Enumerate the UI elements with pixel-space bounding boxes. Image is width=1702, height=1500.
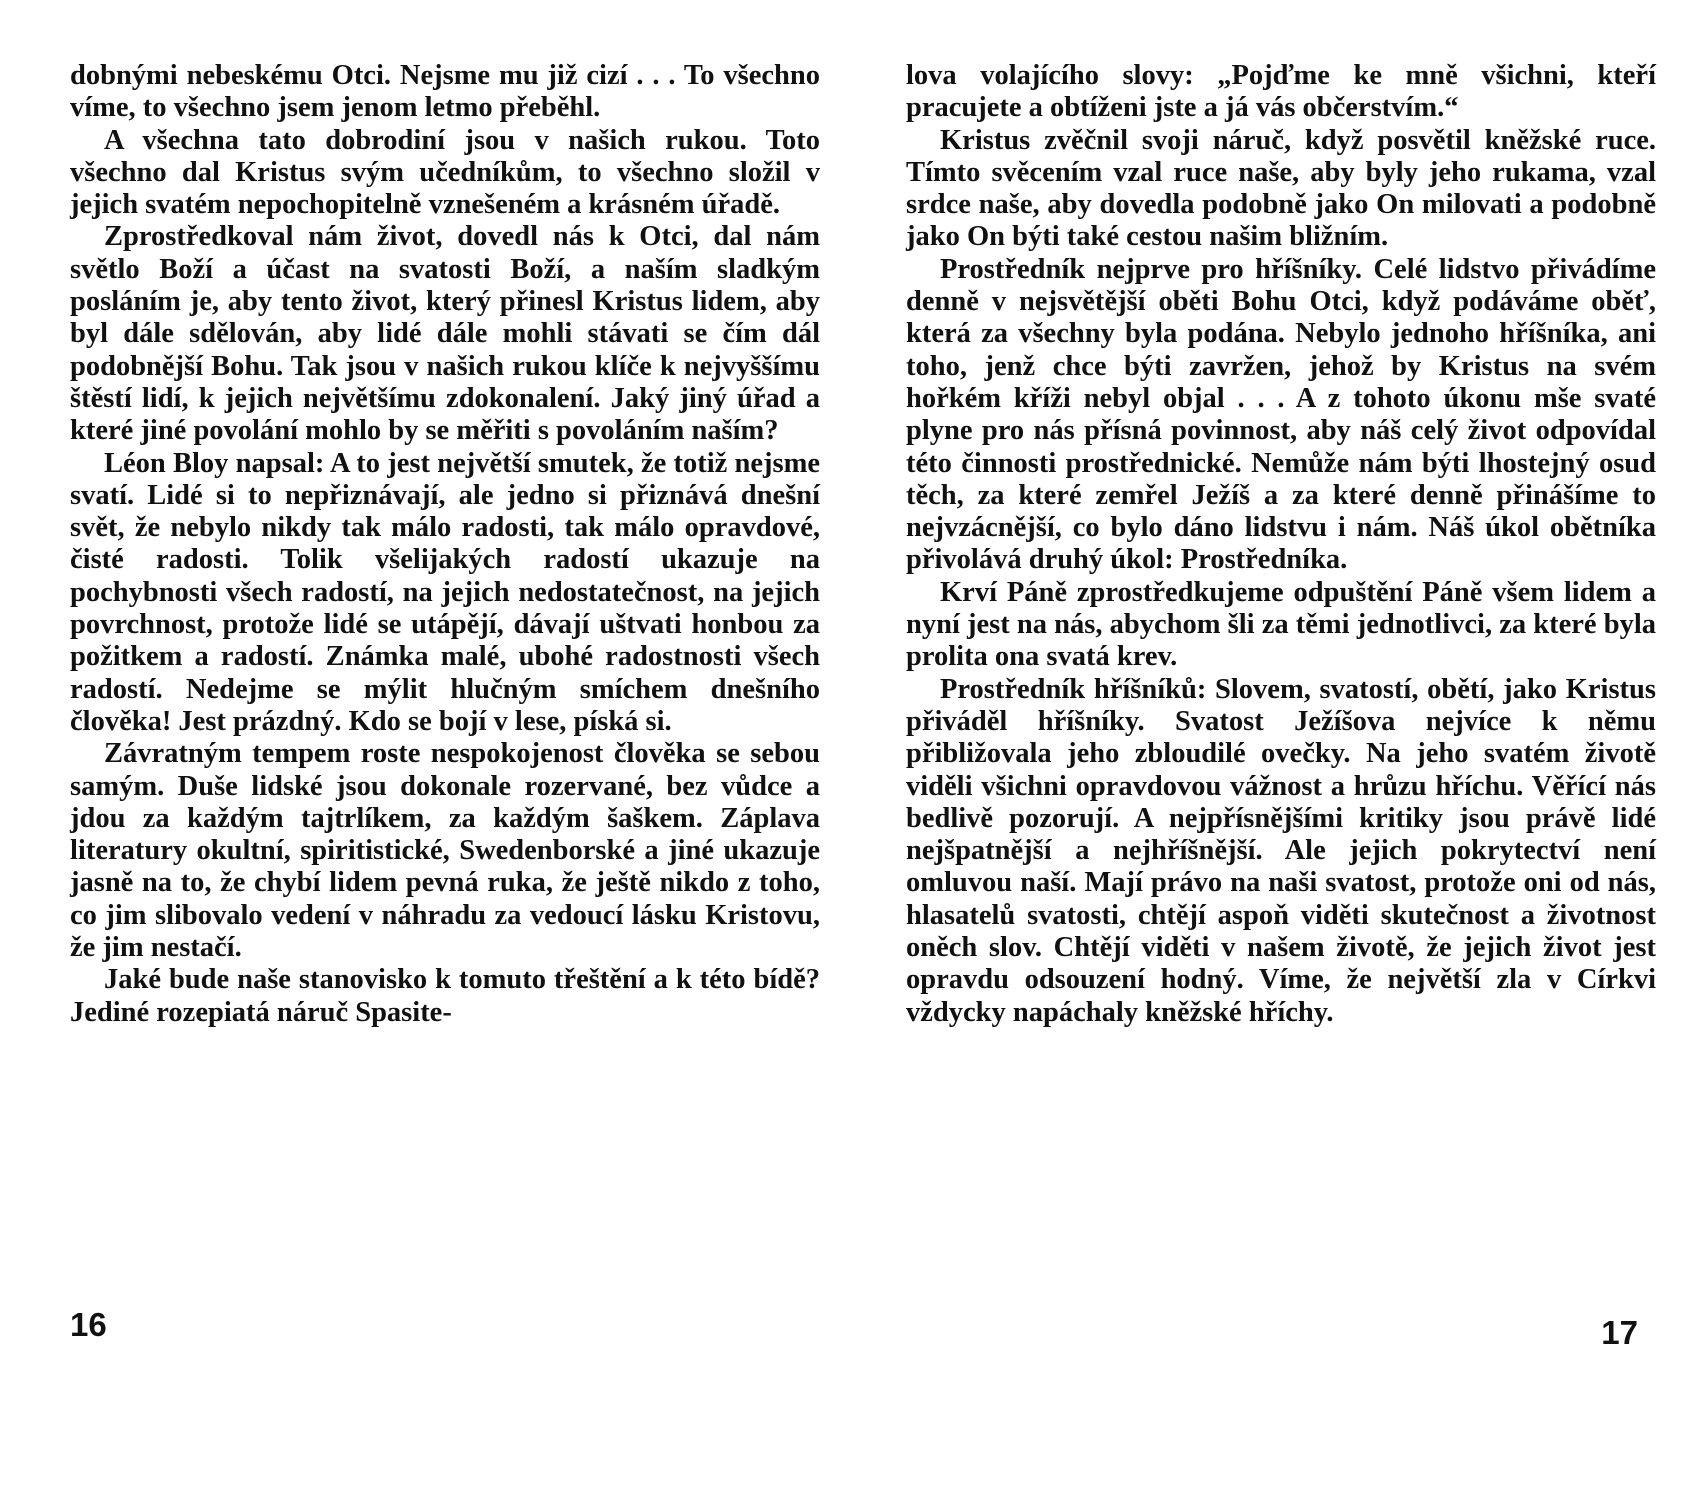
right-paragraph-3: Prostředník nejprve pro hříšníky. Celé lidstvo přivádíme denně v nejsvětější oběti Bohu Otci, když podáváme oběť, která za všechny byla podána. Nebylo jednoho hříšníka, ani toho, jenž chce býti zavržen, jehož by Kristus na svém hořkém kříži nebyl objal . . . A z tohoto úkonu mše svaté plyne pro nás přísná povinnost, aby náš celý život odpovídal této činnosti prostřednické. Nemůže nám býti lhostejný osud těch, za které zemřel Ježíš a za které denně přinášíme to nejvzácnější, co bylo dáno lidstvu i nám. Náš úkol obětníka přivolává druhý úkol: Prostředníka. bbox=[906, 253, 1656, 576]
left-paragraph-2: A všechna tato dobrodiní jsou v našich rukou. Toto všechno dal Kristus svým učedníkům, to všechno složil v jejich svatém nepochopitelně vznešeném a krásném úřadě. bbox=[70, 124, 820, 221]
right-page-number: 17 bbox=[1601, 1314, 1638, 1351]
left-page-number: 16 bbox=[70, 1306, 107, 1343]
left-paragraph-4: Léon Bloy napsal: A to jest největší smutek, že totiž nejsme svatí. Lidé si to nepřiznávají, ale jedno si přiznává dnešní svět, že nebylo nikdy tak málo radosti, tak málo opravdové, čisté radosti. Tolik všelijakých radostí ukazuje na pochybnosti všech radostí, na jejich nedostatečnost, na jejich povrchnost, protože lidé se utápějí, dávají uštvati honbou za požitkem a radostí. Známka malé, ubohé radostnosti všech radostí. Nedejme se mýlit hlučným smíchem dnešního člověka! Jest prázdný. Kdo se bojí v lese, píská si. bbox=[70, 447, 820, 737]
right-page-text bbox=[906, 60, 1656, 1029]
left-page bbox=[70, 60, 820, 1460]
right-paragraph-5: Prostředník hříšníků: Slovem, svatostí, obětí, jako Kristus přiváděl hříšníky. Svatost Ježíšova nejvíce k němu přibližovala jeho zbloudilé ovečky. Na jeho svatém životě viděli všichni opravdovou vážnost a hrůzu hříchu. Věřící nás bedlivě pozorují. A nejpřísnějšími kritiky jsou právě lidé nejšpatnější a nejhříšnější. Ale jejich pokrytectví není omluvou naší. Mají právo na naši svatost, protože oni od nás, hlasatelů svatosti, chtějí aspoň viděti skutečnost a životnost oněch slov. Chtějí viděti v našem životě, že jejich život jest opravdu odsouzení hodný. Víme, že největší zla v Církvi vždycky napáchaly kněžské hříchy. bbox=[906, 673, 1656, 1028]
left-page-text bbox=[70, 60, 820, 1029]
right-page bbox=[906, 60, 1656, 1460]
left-paragraph-5: Závratným tempem roste nespokojenost člověka se sebou samým. Duše lidské jsou dokonale rozervané, bez vůdce a jdou za každým tajtrlíkem, za každým šaškem. Záplava literatury okultní, spiritistické, Swedenborské a jiné ukazuje jasně na to, že chybí lidem pevná ruka, že ještě nikdo z toho, co jim slibovalo vedení v náhradu za vedoucí lásku Kristovu, že jim nestačí. bbox=[70, 738, 820, 964]
left-paragraph-1: dobnými nebeskému Otci. Nejsme mu již cizí . . . To všechno víme, to všechno jsem jenom letmo přeběhl. bbox=[70, 60, 820, 124]
right-paragraph-1: lova volajícího slovy: „Pojďme ke mně všichni, kteří pracujete a obtíženi jste a já vás občerstvím.“ bbox=[906, 60, 1656, 124]
right-paragraph-4: Krví Páně zprostředkujeme odpuštění Páně všem lidem a nyní jest na nás, abychom šli za těmi jednotlivci, za které byla prolita ona svatá krev. bbox=[906, 576, 1656, 673]
left-paragraph-3: Zprostředkoval nám život, dovedl nás k Otci, dal nám světlo Boží a účast na svatosti Boží, a naším sladkým posláním je, aby tento život, který přinesl Kristus lidem, aby byl dále sdělován, aby lidé dále mohli stávati se čím dál podobnější Bohu. Tak jsou v našich rukou klíče k nejvyššímu štěstí lidí, k jejich největšímu zdokonalení. Jaký jiný úřad a které jiné povolání mohlo by se měřiti s povoláním naším? bbox=[70, 221, 820, 447]
left-paragraph-6: Jaké bude naše stanovisko k tomuto třeštění a k této bídě? Jediné rozepiatá náruč Spasite- bbox=[70, 964, 820, 1028]
right-paragraph-2: Kristus zvěčnil svoji náruč, když posvětil kněžské ruce. Tímto svěcením vzal ruce naše, aby byly jeho rukama, vzal srdce naše, aby dovedla podobně jako On milovati a podobně jako On býti také cestou našim bližním. bbox=[906, 124, 1656, 253]
